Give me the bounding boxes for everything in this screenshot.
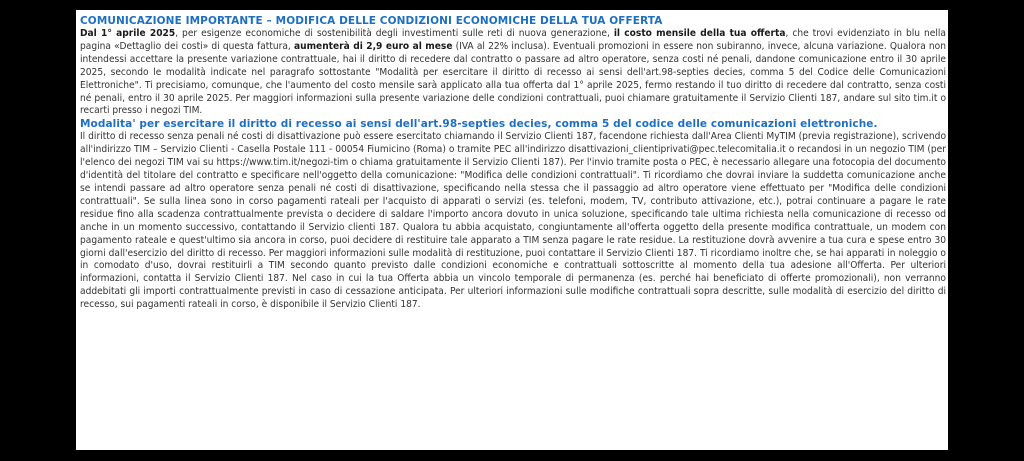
intro-text-3: (IVA al 22% inclusa). Eventuali promozioni in essere non subiranno, invece, alcuna variazione. Qualora non intendessi accettare la presente variazione contrattuale, hai il diritto di recedere dal contratto o passare ad altro operatore, senza costi né penali, dandone comunicazione entro il 30 aprile 2025, secondo le modalità indicate nel paragrafo sottostante "Modalità per esercitare il diritto di recesso ai sensi dell'art.98-septies decies, comma 5 del Codice delle Comunicazioni Elettroniche". Ti precisiamo, comunque, che l'aumento del costo mensile sarà applicato alla tua offerta dal 1° aprile 2025, fermo restando il tuo diritto di recedere dal contratto, senza costi né penali, entro il 30 aprile 2025. Per maggiori informazioni sulla presente variazione delle condizioni contrattuali, puoi chiamare gratuitamente il Servizio Clienti 187, andare sul sito tim.it o recarti presso i negozi TIM. [80, 40, 946, 117]
price-increase-phrase: aumenterà di 2,9 euro al mese [294, 40, 453, 52]
withdrawal-paragraph: Il diritto di recesso senza penali né costi di disattivazione può essere esercitato chiamando il Servizio Clienti 187, facendone richiesta dall'Area Clienti MyTIM (previa registrazione), scrivendo all'indirizzo TIM – Servizio Clienti - Casella Postale 111 - 00054 Fiumicino (Roma) o tramite PEC all'indirizzo disattivazioni_clientiprivati@pec.telecomitalia.it o recandosi in un negozio TIM (per l'elenco dei negozi TIM vai su https://www.tim.it/negozi-tim o chiama gratuitamente il Servizio Clienti 187). Per l'invio tramite posta o PEC, è necessario allegare una fotocopia del documento d'identità del titolare del contratto e specificare nell'oggetto della comunicazione: "Modifica delle condizioni contrattuali". Ti ricordiamo che dovrai inviare la suddetta comunicazione anche se intendi passare ad altro operatore senza penali né costi di disattivazione, specificando nella stessa che il passaggio ad altro operatore viene effettuato per "Modifica delle condizioni contrattuali". Se sulla linea sono in corso pagamenti rateali per l'acquisto di apparati o servizi (es. telefoni, modem, TV, contributo attivazione, etc.), potrai continuare a pagare le rate residue fino alla scadenza contrattualmente prevista o decidere di saldare l'importo ancora dovuto in unica soluzione, specificando tale ultima richiesta nella comunicazione di recesso od anche in un momento successivo, contattando il Servizio clienti 187. Qualora tu abbia acquistato, congiuntamente all'offerta oggetto della presente modifica contrattuale, un modem con pagamento rateale e quest'ultimo sia ancora in corso, puoi decidere di restituire tale apparato a TIM senza pagare le rate residue. La restituzione dovrà avvenire a tua cura e spese entro 30 giorni dall'esercizio del diritto di recesso. Per maggiori informazioni sulle modalità di restituzione, puoi contattare il Servizio Clienti 187. Ti ricordiamo inoltre che, se hai apparati in noleggio o in comodato d'uso, dovrai restituirli a TIM secondo quanto previsto dalle condizioni economiche e contrattuali sottoscritte al momento della tua adesione all'Offerta. Per ulteriori informazioni, contatta il Servizio Clienti 187. Nel caso in cui la tua Offerta abbia un vincolo temporale di permanenza (es. perché hai beneficiato di offerte promozionali), non verranno addebitati gli importi contrattualmente previsti in caso di cessazione anticipata. Per ulteriori informazioni sulle modifiche contrattuali sopra descritte, sulle modalità di esercizio del diritto di recesso, sui pagamenti rateali in corso, è disponibile il Servizio Clienti 187. [80, 131, 946, 311]
section-subtitle: Modalita' per esercitare il diritto di recesso ai sensi dell'art.98-septies decies, comma 5 del codice delle comunicazioni elettroniche. [80, 118, 878, 131]
intro-text-2: , che trovi evidenziato in blu nella pagina «Dettaglio dei costi» di questa fattura, [80, 28, 946, 52]
document-page [76, 10, 948, 450]
intro-text-1: , per esigenze economiche di sostenibilità degli investimenti sulle reti di nuova generazione, [175, 28, 614, 39]
effective-date: Dal 1° aprile 2025 [80, 28, 176, 39]
monthly-cost-phrase: il costo mensile della tua offerta [613, 28, 786, 39]
intro-paragraph [80, 28, 946, 118]
page-title: COMUNICAZIONE IMPORTANTE – MODIFICA DELLE CONDIZIONI ECONOMICHE DELLA TUA OFFERTA [80, 15, 663, 27]
